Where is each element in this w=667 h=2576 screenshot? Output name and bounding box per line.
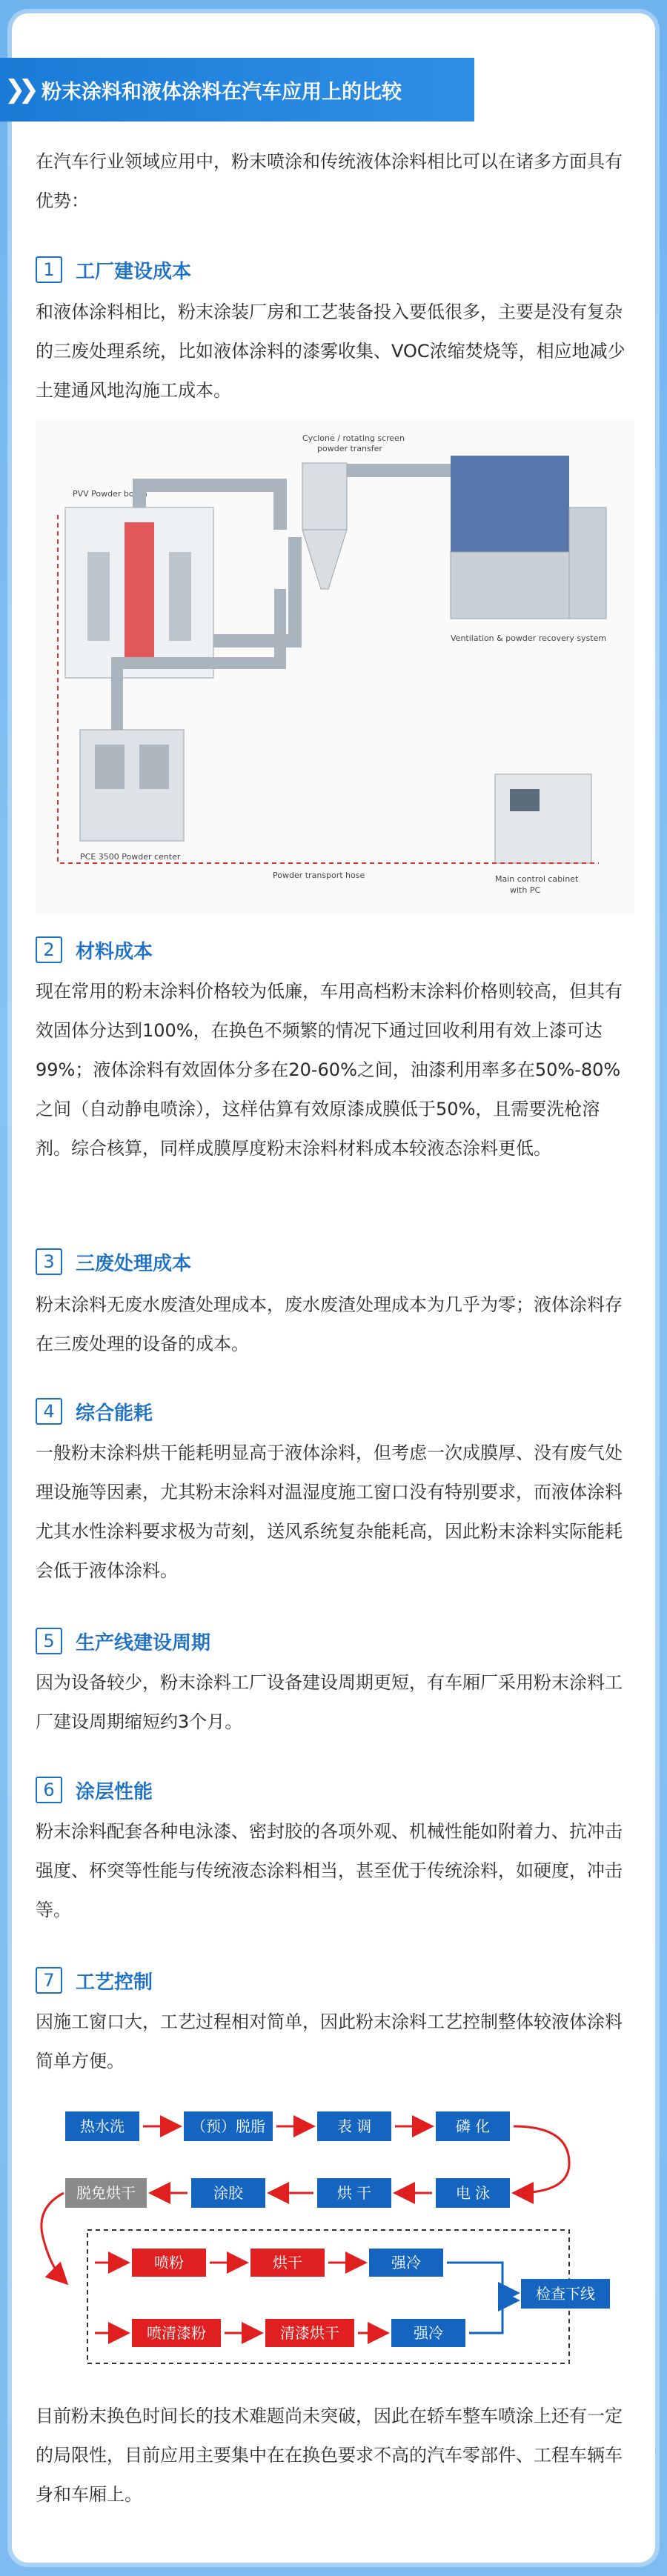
flow-step-label: 热水洗 <box>80 2117 125 2135</box>
section-number: 6 <box>36 1777 62 1803</box>
section-7-heading <box>36 1966 153 1995</box>
section-label: 工厂建设成本 <box>76 260 192 283</box>
section-1-heading <box>36 255 191 284</box>
flow-step-label: 烘 干 <box>336 2184 372 2202</box>
section-4-heading <box>36 1397 153 1426</box>
flow-step-label: 磷 化 <box>455 2117 491 2135</box>
flow-step-label: 检查下线 <box>536 2285 595 2303</box>
flow-step-label: 烘干 <box>273 2254 302 2272</box>
flow-step-label: 脱免烘干 <box>76 2184 136 2202</box>
powder-booth <box>65 489 213 678</box>
control-cabinet <box>495 774 591 895</box>
process-flow-diagram <box>36 2097 634 2371</box>
cabinet-label-2: with PC <box>510 885 541 895</box>
flow-step-label: 喷粉 <box>154 2254 184 2272</box>
section-number: 4 <box>36 1398 62 1425</box>
center-label: PCE 3500 Powder center <box>80 852 181 862</box>
flow-step-label: 表 调 <box>336 2117 372 2135</box>
section-6-heading <box>36 1775 153 1805</box>
hose-label: Powder transport hose <box>273 871 365 880</box>
section-label: 材料成本 <box>76 940 153 963</box>
page-title: 粉末涂料和液体涂料在汽车应用上的比较 <box>42 80 402 104</box>
section-label: 涂层性能 <box>76 1780 153 1803</box>
section-2-heading <box>36 935 153 965</box>
section-number: 5 <box>36 1628 62 1654</box>
section-6-text: 粉末涂料配套各种电泳漆、密封胶的各项外观、机械性能如附着力、抗冲击强度、杯突等性能与传统液态涂料相当，甚至优于传统涂料，如硬度，冲击等。 <box>36 1821 623 1920</box>
outro-paragraph: 目前粉末换色时间长的技术难题尚未突破，因此在轿车整车喷涂上还有一定的局限性，目前应用主要集中在在换色要求不高的汽车零部件、工程车辆车身和车厢上。 <box>36 2406 623 2505</box>
title-banner <box>0 58 474 122</box>
section-label: 工艺控制 <box>76 1971 153 1994</box>
flow-step-label: 电 泳 <box>455 2184 491 2202</box>
section-label: 综合能耗 <box>76 1402 153 1425</box>
section-number: 2 <box>36 936 62 963</box>
section-3-heading <box>36 1247 191 1277</box>
cyclone-label-1: Cyclone / rotating screen <box>302 433 405 443</box>
flow-step-label: 强冷 <box>391 2254 421 2272</box>
section-label: 三废处理成本 <box>76 1252 192 1275</box>
booth-label: PVV Powder booth <box>73 489 147 499</box>
cyclone-label-2: powder transfer <box>317 444 382 453</box>
flow-step-label: 涂胶 <box>213 2184 243 2202</box>
flow-step-label: （预）脱脂 <box>191 2117 265 2135</box>
chevron-icon: ❯❯ <box>4 75 32 104</box>
section-5-text: 因为设备较少，粉末涂料工厂设备建设周期更短，有车厢厂采用粉末涂料工厂建设周期缩短约3个月。 <box>36 1672 623 1732</box>
section-4-text: 一般粉末涂料烘干能耗明显高于液体涂料，但考虑一次成膜厚、没有废气处理设施等因素，尤其粉末涂料对温湿度施工窗口没有特别要求，而液体涂料尤其水性涂料要求极为苛刻，送风系统复杂能耗高，因此粉末涂料实际能耗会低于液体涂料。 <box>36 1442 623 1581</box>
powder-system-diagram <box>36 419 634 915</box>
intro-paragraph: 在汽车行业领域应用中，粉末喷涂和传统液体涂料相比可以在诸多方面具有优势： <box>36 151 623 211</box>
section-number: 7 <box>36 1967 62 1994</box>
section-2-text: 现在常用的粉末涂料价格较为低廉，车用高档粉末涂料价格则较高，但其有效固体分达到100%，在换色不频繁的情况下通过回收利用有效上漆可达99%；液体涂料有效固体分多在20-60%之间，油漆利用率多在50%-80%之间（自动静电喷涂），这样估算有效原漆成膜低于50%，且需要洗枪溶剂。综合核算，同样成膜厚度粉末涂料材料成本较液态涂料更低。 <box>36 981 623 1159</box>
section-label: 生产线建设周期 <box>76 1631 211 1654</box>
section-1-text: 和液体涂料相比，粉末涂装厂房和工艺装备投入要低很多，主要是没有复杂的三废处理系统，比如液体涂料的漆雾收集、VOC浓缩焚烧等，相应地减少土建通风地沟施工成本。 <box>36 302 625 401</box>
section-3-text: 粉末涂料无废水废渣处理成本，废水废渣处理成本为几乎为零；液体涂料存在三废处理的设备的成本。 <box>36 1294 623 1354</box>
flow-step-label: 清漆烘干 <box>280 2324 339 2342</box>
flow-step-label: 喷清漆粉 <box>147 2324 206 2342</box>
cabinet-label-1: Main control cabinet <box>495 874 579 884</box>
section-7-text: 因施工窗口大，工艺过程相对简单，因此粉末涂料工艺控制整体较液体涂料简单方便。 <box>36 2011 623 2071</box>
section-number: 3 <box>36 1248 62 1275</box>
flow-step-label: 强冷 <box>414 2324 443 2342</box>
ventilation-label: Ventilation & powder recovery system <box>451 633 607 643</box>
section-number: 1 <box>36 256 62 283</box>
section-5-heading <box>36 1626 210 1656</box>
